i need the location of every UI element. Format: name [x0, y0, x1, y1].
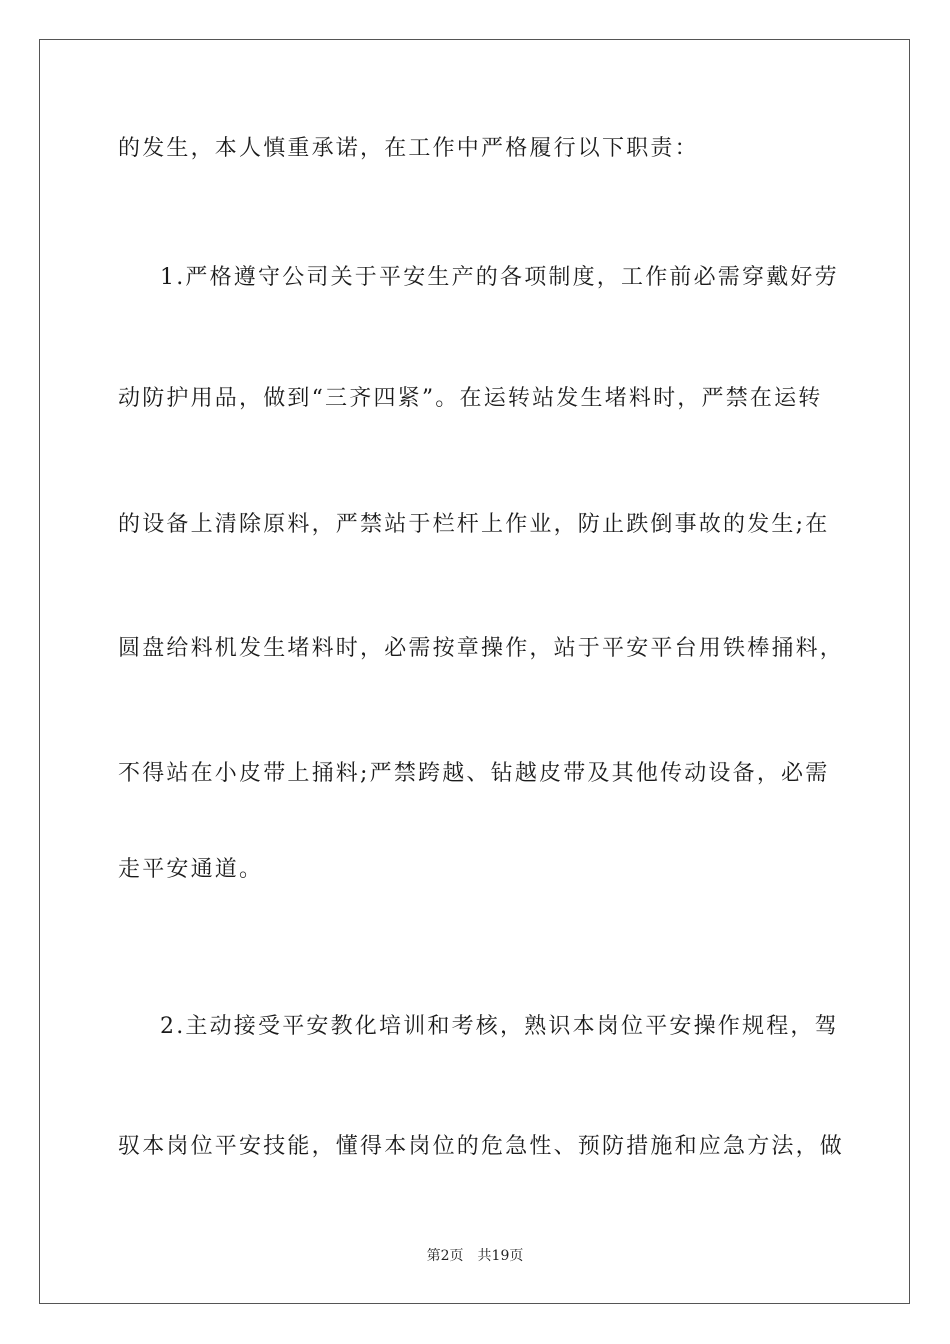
body-text-line: 不得站在小皮带上捅料;严禁跨越、钻越皮带及其他传动设备，必需: [118, 761, 830, 786]
body-text-line: 驭本岗位平安技能，懂得本岗位的危急性、预防措施和应急方法，做: [118, 1134, 845, 1159]
total-pages: 共19页: [477, 1248, 524, 1264]
body-text-line: 动防护用品，做到“三齐四紧”。在运转站发生堵料时，严禁在运转: [118, 386, 823, 411]
page-footer: [0, 1247, 950, 1265]
body-text-line: 圆盘给料机发生堵料时，必需按章操作，站于平安平台用铁棒捅料，: [118, 636, 845, 661]
paragraph-1-first-line: 1.严格遵守公司关于平安生产的各项制度，工作前必需穿戴好劳: [160, 265, 839, 290]
body-text-line: 的设备上清除原料，严禁站于栏杆上作业，防止跌倒事故的发生;在: [118, 512, 830, 537]
body-text-line: 走平安通道。: [118, 857, 264, 882]
paragraph-2-first-line: 2.主动接受平安教化培训和考核，熟识本岗位平安操作规程，驾: [160, 1014, 839, 1039]
page-number: 第2页: [426, 1248, 464, 1264]
body-text-line: 的发生，本人慎重承诺，在工作中严格履行以下职责：: [118, 136, 699, 161]
page-border: [39, 39, 910, 1304]
